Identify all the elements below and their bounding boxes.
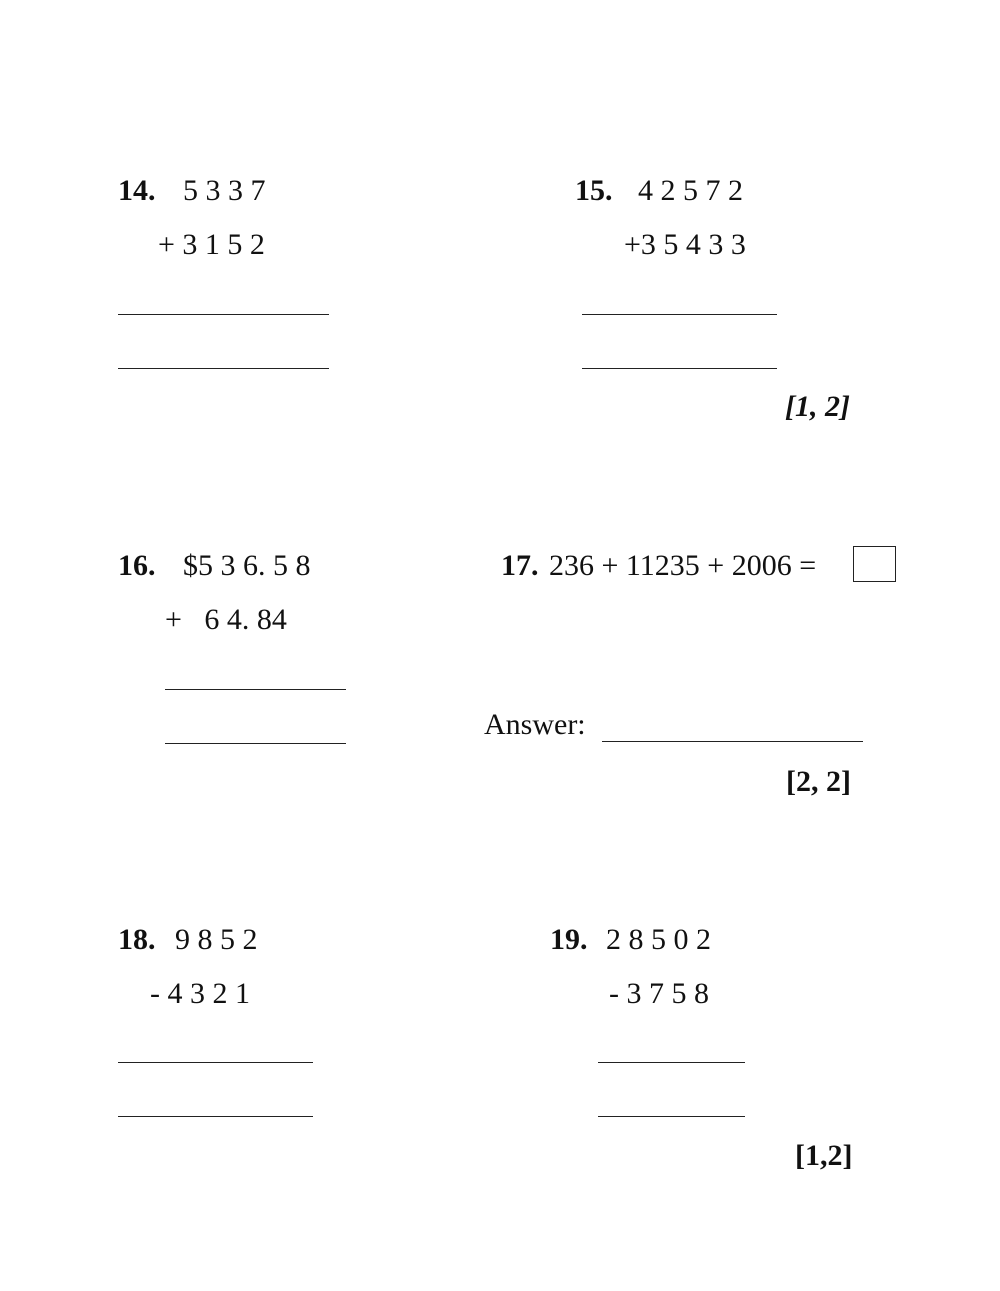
problem-19-bottom-operand: - 3 7 5 8	[609, 977, 709, 1010]
marks-label-16-17: [2, 2]	[786, 765, 851, 798]
problem-18-number: 18.	[118, 923, 156, 956]
problem-17-expression: 236 + 11235 + 2006 =	[549, 549, 817, 582]
problem-17-answer-line[interactable]	[602, 741, 863, 742]
problem-19-working-line-2[interactable]	[598, 1116, 745, 1117]
problem-16-number: 16.	[118, 549, 156, 582]
problem-14-number: 14.	[118, 174, 156, 207]
problem-14-working-line-1[interactable]	[118, 314, 329, 315]
problem-15-working-line-1[interactable]	[582, 314, 777, 315]
problem-18-top-operand: 9 8 5 2	[175, 923, 258, 956]
problem-15-top-operand: 4 2 5 7 2	[638, 174, 743, 207]
problem-19-number: 19.	[550, 923, 588, 956]
problem-14-bottom-operand: + 3 1 5 2	[158, 228, 265, 261]
marks-label-14-15: [1, 2]	[785, 390, 850, 423]
problem-18-working-line-2[interactable]	[118, 1116, 313, 1117]
problem-14-working-line-2[interactable]	[118, 368, 329, 369]
problem-17-answer-label: Answer:	[484, 708, 586, 741]
marks-label-18-19: [1,2]	[795, 1139, 853, 1172]
problem-19-top-operand: 2 8 5 0 2	[606, 923, 711, 956]
problem-17-number: 17.	[501, 549, 539, 582]
problem-18-bottom-operand: - 4 3 2 1	[150, 977, 250, 1010]
problem-18-working-line-1[interactable]	[118, 1062, 313, 1063]
problem-16-bottom-operand: + 6 4. 84	[165, 603, 287, 636]
problem-15-bottom-operand: +3 5 4 3 3	[624, 228, 746, 261]
problem-14-top-operand: 5 3 3 7	[183, 174, 266, 207]
problem-16-working-line-1[interactable]	[165, 689, 346, 690]
problem-16-working-line-2[interactable]	[165, 743, 346, 744]
problem-19-working-line-1[interactable]	[598, 1062, 745, 1063]
problem-16-top-operand: $5 3 6. 5 8	[183, 549, 311, 582]
problem-15-working-line-2[interactable]	[582, 368, 777, 369]
problem-17-answer-box[interactable]	[853, 546, 896, 582]
problem-15-number: 15.	[575, 174, 613, 207]
